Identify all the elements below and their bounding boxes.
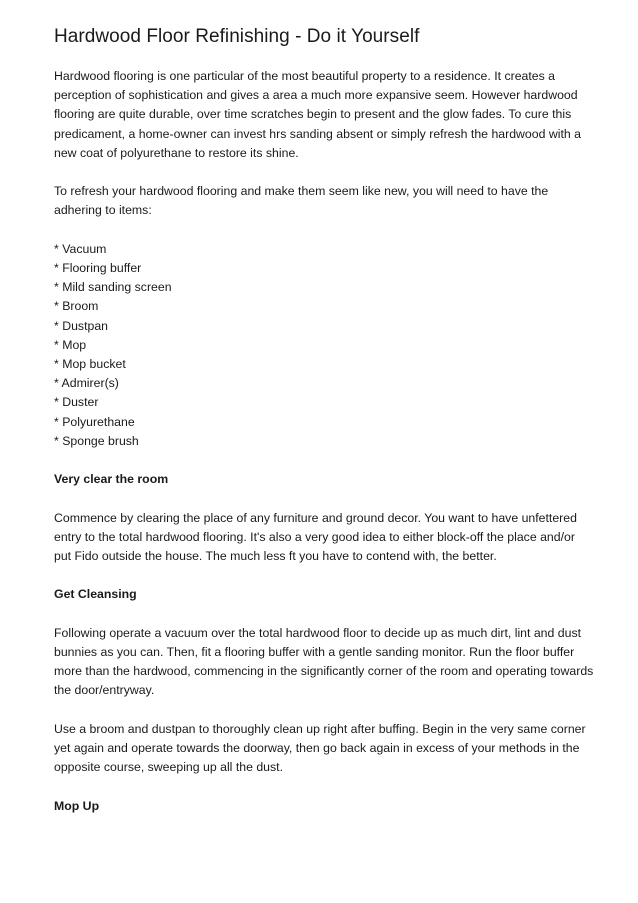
list-item: * Dustpan	[54, 318, 109, 333]
document-page	[54, 24, 594, 816]
spacer	[54, 221, 594, 240]
section-clear-room-paragraph: Commence by clearing the place of any furniture and ground decor. You want to have unfettered entry to the total hardwood flooring. It's also a very good idea to either block-off the place and/or put Fido outside the house. The much less ft you have to contend with, the better.	[54, 510, 577, 564]
spacer	[54, 777, 594, 796]
list-item: * Duster	[54, 395, 99, 410]
spacer	[54, 489, 594, 508]
items-intro-paragraph: To refresh your hardwood flooring and make them seem like new, you will need to have the adhering to items:	[54, 184, 549, 218]
list-item: * Mop bucket	[54, 357, 126, 372]
spacer	[54, 163, 594, 182]
spacer	[54, 50, 594, 67]
intro-paragraph: Hardwood flooring is one particular of the most beautiful property to a residence. It creates a perception of sophistication and gives a area a much more expansive seem. However hardwood flooring are quite durable, over time scratches begin to present and the glow fades. To cure this predicament, a home-owner can invest hrs sanding absent or simply refresh the hardwood with a new coat of polyurethane to restore its shine.	[54, 69, 581, 160]
spacer	[54, 566, 594, 585]
list-item: * Flooring buffer	[54, 261, 142, 275]
spacer	[54, 451, 594, 470]
section-get-cleansing-paragraph-1: Following operate a vacuum over the total hardwood floor to decide up as much dirt, lint and dust bunnies as you can. Then, fit a flooring buffer with a gentle sanding monitor. Run the floor buffer more than the hardwood, commencing in the significantly corner of the room and operating towards the door/entryway.	[54, 625, 594, 698]
section-heading-mop-up: Mop Up	[54, 798, 100, 813]
list-item: * Polyurethane	[54, 414, 135, 429]
list-item: * Broom	[54, 299, 99, 314]
section-get-cleansing-paragraph-2: Use a broom and dustpan to thoroughly clean up right after buffing. Begin in the very same corner yet again and operate towards the doorway, then go back again in excess of your methods in the opposite course, sweeping up all the dust.	[54, 721, 586, 775]
spacer	[54, 605, 594, 624]
items-list	[54, 240, 594, 451]
list-item: * Mild sanding screen	[54, 280, 172, 295]
list-item: * Admirer(s)	[54, 376, 119, 391]
section-heading-get-cleansing: Get Cleansing	[54, 587, 137, 602]
document-title: Hardwood Floor Refinishing - Do it Yourself	[54, 26, 420, 47]
section-heading-clear-room: Very clear the room	[54, 472, 169, 487]
list-item: * Mop	[54, 337, 87, 352]
list-item: * Vacuum	[54, 241, 107, 256]
spacer	[54, 701, 594, 720]
list-item: * Sponge brush	[54, 433, 139, 448]
